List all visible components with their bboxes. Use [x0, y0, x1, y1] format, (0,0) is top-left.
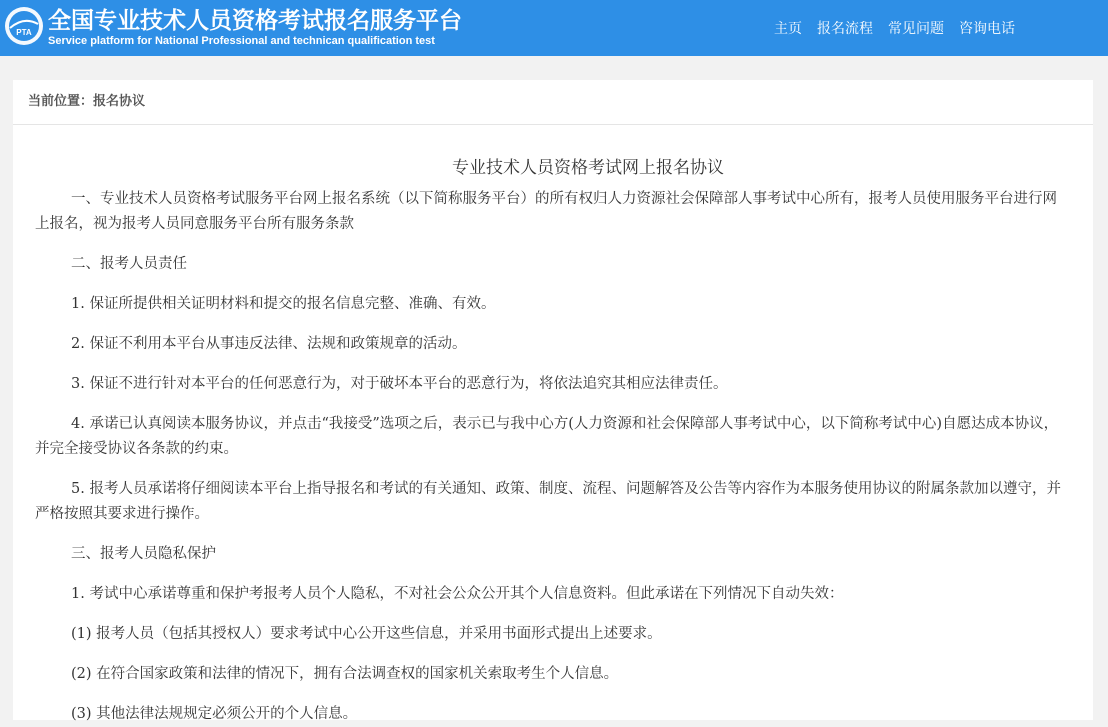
site-title: 全国专业技术人员资格考试报名服务平台 — [48, 8, 462, 34]
agreement-content — [13, 125, 1093, 727]
agreement-paragraph: 1. 考试中心承诺尊重和保护考报考人员个人隐私，不对社会公众公开其个人信息资料。但此承诺在下列情况下自动失效： — [71, 586, 844, 602]
agreement-paragraph: (3) 其他法律法规规定必须公开的个人信息。 — [71, 706, 358, 722]
agreement-paragraph: (2) 在符合国家政策和法律的情况下，拥有合法调查权的国家机关索取考生个人信息。 — [71, 666, 619, 682]
nav-process[interactable]: 报名流程 — [817, 21, 873, 37]
breadcrumb: 当前位置：报名协议 — [13, 80, 1093, 125]
top-nav — [774, 18, 1015, 38]
agreement-paragraph: 4. 承诺已认真阅读本服务协议，并点击“我接受”选项之后，表示已与我中心方(人力资源和社会保障部人事考试中心，以下简称考试中心)自愿达成本协议，并完全接受协议各条款的约束。 — [35, 416, 1059, 457]
agreement-paragraph: 5. 报考人员承诺将仔细阅读本平台上指导报名和考试的有关通知、政策、制度、流程、问题解答及公告等内容作为本服务使用协议的附属条款加以遵守，并严格按照其要求进行操作。 — [35, 481, 1061, 522]
agreement-paragraph: (1) 报考人员（包括其授权人）要求考试中心公开这些信息，并采用书面形式提出上述要求。 — [71, 626, 662, 642]
agreement-paragraph: 1. 保证所提供相关证明材料和提交的报名信息完整、准确、有效。 — [71, 296, 496, 312]
nav-faq[interactable]: 常见问题 — [888, 21, 944, 37]
svg-text:PTA: PTA — [16, 28, 32, 37]
agreement-paragraph: 3. 保证不进行针对本平台的任何恶意行为，对于破坏本平台的恶意行为，将依法追究其相应法律责任。 — [71, 376, 728, 392]
section-heading: 三、报考人员隐私保护 — [71, 546, 216, 562]
nav-contact[interactable]: 咨询电话 — [959, 21, 1015, 37]
top-header — [0, 0, 1108, 56]
site-subtitle: Service platform for National Professional and technican qualification test — [48, 35, 435, 47]
section-heading: 二、报考人员责任 — [71, 256, 187, 272]
pta-logo-icon — [4, 6, 44, 46]
main-panel — [13, 80, 1093, 720]
agreement-paragraph: 2. 保证不利用本平台从事违反法律、法规和政策规章的活动。 — [71, 336, 467, 352]
nav-home[interactable]: 主页 — [774, 21, 802, 37]
agreement-title: 专业技术人员资格考试网上报名协议 — [452, 158, 724, 178]
agreement-paragraph: 一、专业技术人员资格考试服务平台网上报名系统（以下简称服务平台）的所有权归人力资源社会保障部人事考试中心所有，报考人员使用服务平台进行网上报名，视为报考人员同意服务平台所有服务条款 — [35, 191, 1057, 232]
